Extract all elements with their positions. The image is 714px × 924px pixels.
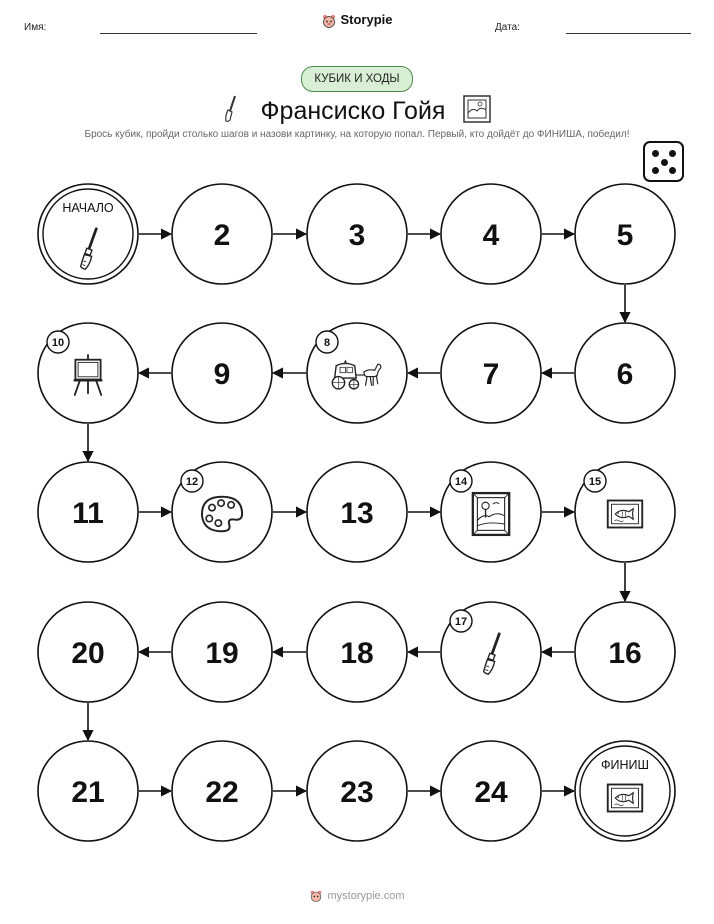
footer (0, 889, 714, 903)
cell-number: 19 (205, 637, 239, 670)
board-cell-8 (307, 323, 407, 423)
brand-text: Storypie (340, 12, 393, 27)
cell-number-badge-text: 10 (51, 337, 65, 349)
cell-number: 24 (474, 776, 508, 809)
board-cell-13 (307, 462, 407, 562)
board-cell-9 (172, 323, 272, 423)
board-cell-18 (307, 602, 407, 702)
board-cell-25 (575, 741, 675, 841)
cell-number: 23 (340, 776, 374, 809)
cell-number: 3 (348, 219, 366, 252)
board-cell-16 (575, 602, 675, 702)
board-cell-14 (441, 462, 541, 562)
landscape-painting-icon (473, 493, 509, 535)
name-label: Имя: (24, 22, 47, 33)
footer-logo-icon (309, 889, 323, 903)
board-cell-24 (441, 741, 541, 841)
board-cell-2 (172, 184, 272, 284)
cell-number: 9 (213, 358, 231, 391)
board-cells (38, 184, 675, 841)
game-type-badge: КУБИК И ХОДЫ (301, 66, 413, 92)
cell-number: 16 (608, 637, 642, 670)
board-cell-12 (172, 462, 272, 562)
cell-number-badge-text: 14 (454, 476, 468, 488)
board-cell-11 (38, 462, 138, 562)
cell-number-badge-text: 8 (323, 337, 331, 349)
board-cell-6 (575, 323, 675, 423)
board-cell-3 (307, 184, 407, 284)
board-cell-5 (575, 184, 675, 284)
cell-number-badge-text: 15 (588, 476, 602, 488)
cell-number: 4 (482, 219, 500, 252)
cell-number-badge-text: 17 (454, 616, 468, 628)
instructions: Брось кубик, пройди столько шагов и назови картинку, на которую попал. Первый, кто дойдёт до ФИНИША, победил! (84, 129, 630, 140)
board-cell-17 (441, 602, 541, 702)
cell-number: 2 (213, 219, 231, 252)
cell-number: 7 (482, 358, 500, 391)
finish-label: ФИНИШ (601, 758, 649, 772)
footer-url[interactable]: mystorypie.com (327, 889, 405, 902)
cell-number: 6 (616, 358, 634, 391)
cell-number: 13 (340, 497, 374, 530)
cell-number-badge-text: 12 (185, 476, 199, 488)
cell-number: 22 (205, 776, 239, 809)
board-cell-20 (38, 602, 138, 702)
cell-number: 18 (340, 637, 374, 670)
board-cell-22 (172, 741, 272, 841)
board-cell-19 (172, 602, 272, 702)
board-cell-1 (38, 184, 138, 284)
board-cell-21 (38, 741, 138, 841)
board-cell-7 (441, 323, 541, 423)
cell-number: 20 (71, 637, 105, 670)
board-cell-10 (38, 323, 138, 423)
board-cell-4 (441, 184, 541, 284)
title-text: Франсиско Гойя (260, 97, 446, 126)
fish-painting-icon (608, 501, 643, 528)
date-label: Дата: (495, 22, 520, 33)
cell-number: 21 (71, 776, 105, 809)
fish-painting-icon (608, 785, 643, 812)
cell-number: 11 (72, 497, 104, 530)
cell-number: 5 (616, 219, 634, 252)
board-cell-15 (575, 462, 675, 562)
board-cell-23 (307, 741, 407, 841)
start-label: НАЧАЛО (62, 201, 114, 215)
